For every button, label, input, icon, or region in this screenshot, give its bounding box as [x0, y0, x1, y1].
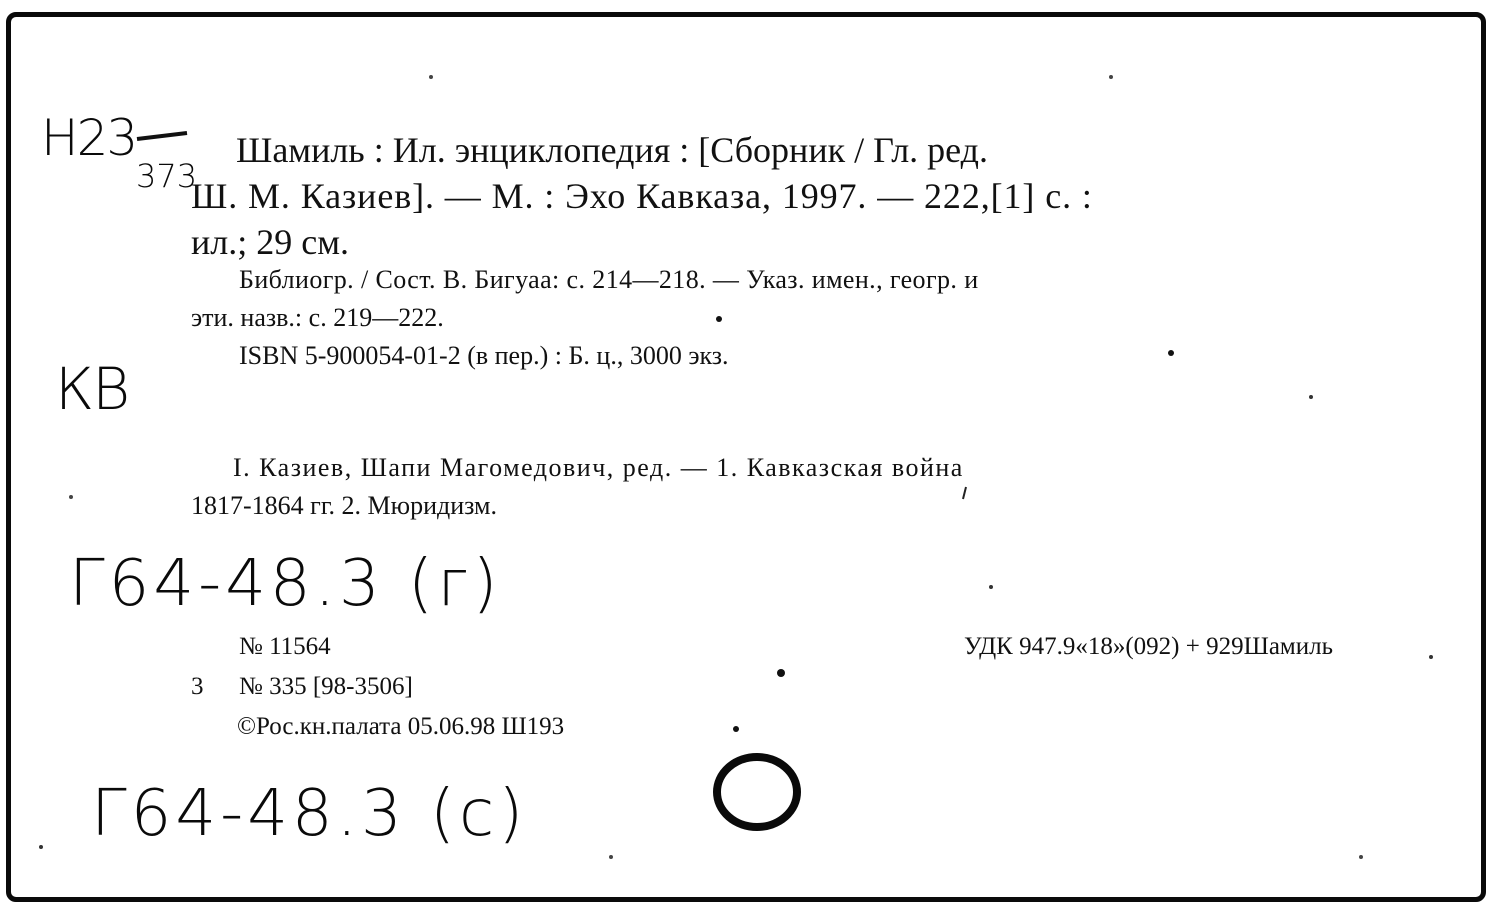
speck: [716, 316, 722, 322]
circle-stamp: [717, 757, 797, 827]
speck: [733, 726, 739, 732]
number-line-2: № 335 [98-3506]: [239, 673, 413, 700]
speck: [1429, 655, 1433, 659]
udk-line: УДК 947.9«18»(092) + 929Шамиль: [963, 633, 1333, 660]
title-line-1-text: Шамиль : Ил. энциклопедия : [Сборник / Гл. ред.: [236, 130, 988, 170]
speck: [69, 495, 73, 499]
call-number-underline: [137, 133, 187, 139]
title-line-2: Ш. М. Казиев]. — М. : Эхо Кавказа, 1997. — 222,[1] с. :: [191, 176, 1093, 216]
catalog-card: [6, 12, 1486, 902]
handwritten-kv: КВ: [55, 355, 129, 423]
tracing-line-1: I. Казиев, Шапи Магомедович, ред. — 1. Кавказская война: [233, 453, 964, 482]
speck: [989, 585, 993, 589]
speck: [1168, 350, 1174, 356]
speck: [1109, 75, 1113, 79]
speck: [777, 669, 785, 677]
card-marks: [11, 17, 1481, 897]
speck: [39, 845, 43, 849]
handwritten-code-1: Г64-48.3 (г): [69, 547, 502, 621]
isbn-line: ISBN 5-900054-01-2 (в пер.) : Б. ц., 3000 экз.: [239, 341, 729, 370]
copyright-line: ©Рос.кн.палата 05.06.98 Ш193: [237, 713, 565, 740]
note-line-2: эти. назв.: с. 219—222.: [191, 303, 444, 332]
number-line-2-prefix: 3: [191, 673, 204, 700]
speck: [1309, 395, 1313, 399]
note-line-1: Библиогр. / Сост. В. Бигуаа: с. 214—218. — Указ. имен., геогр. и: [239, 265, 979, 294]
speck: [1359, 855, 1363, 859]
speck: [429, 75, 433, 79]
title-line-3: ил.; 29 см.: [191, 222, 349, 262]
handwritten-call-number-sub: 373: [136, 157, 198, 195]
handwritten-call-number: Н23: [41, 109, 137, 167]
speck: [609, 855, 613, 859]
handwritten-code-2: Г64-48.3 (с): [91, 777, 528, 851]
tracing-line-2: 1817-1864 гг. 2. Мюридизм.: [191, 491, 498, 520]
speck: [963, 487, 966, 499]
number-line-1: № 11564: [239, 633, 331, 660]
